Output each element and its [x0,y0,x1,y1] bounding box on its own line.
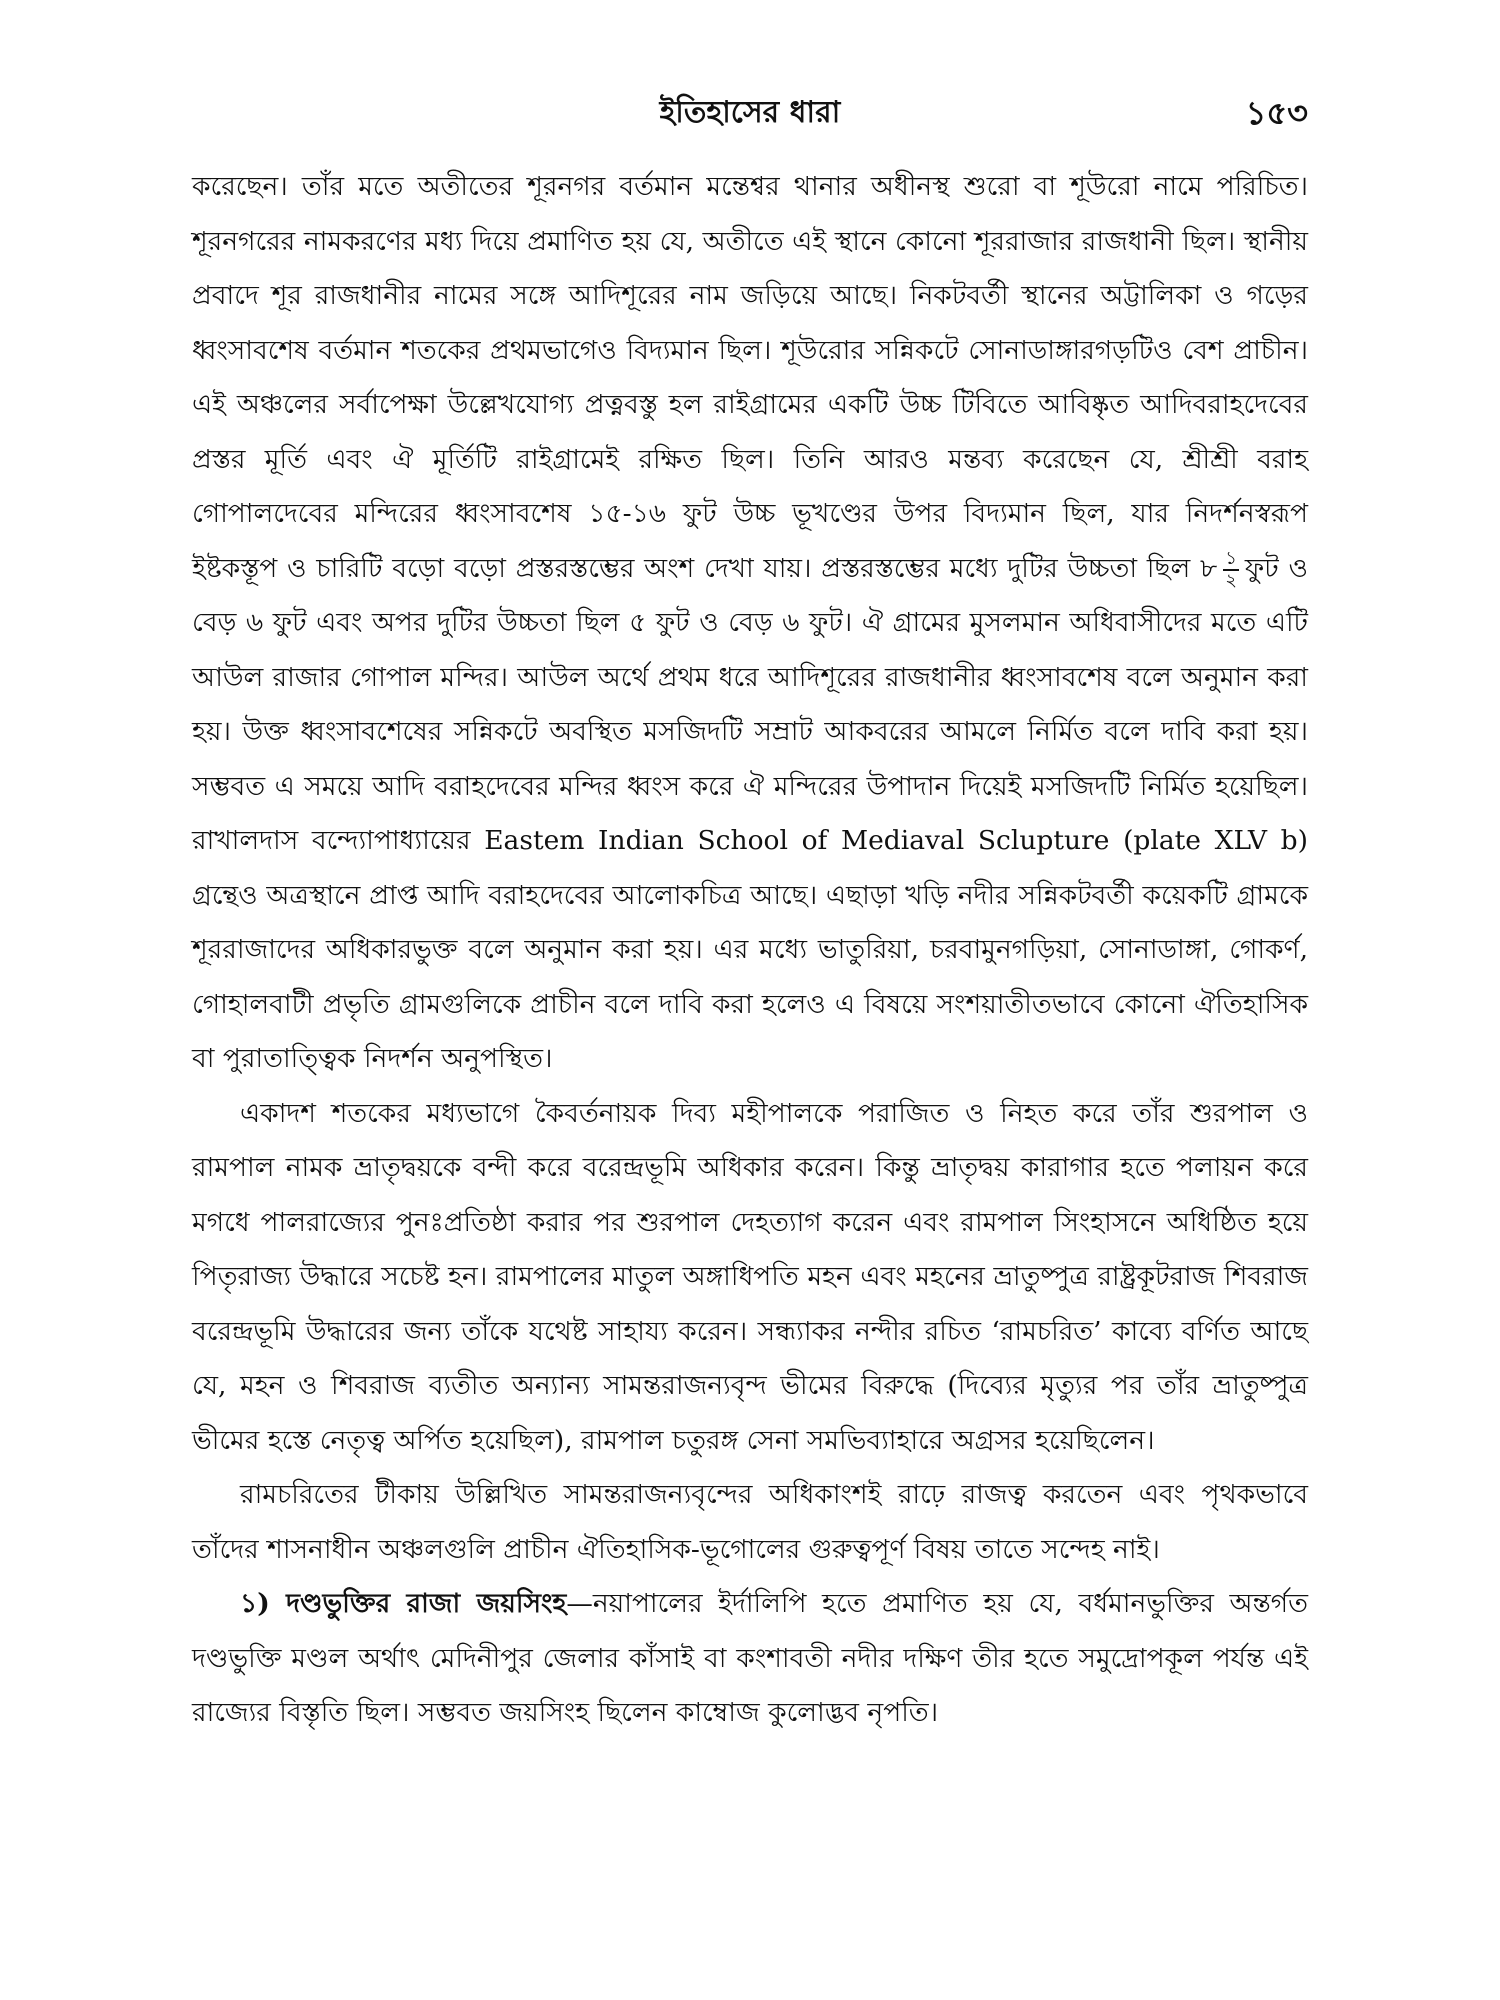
paragraph-1 [192,160,1308,1087]
paragraph-1-text-b: ফুট ও বেড় ৬ ফুট এবং অপর দুটির উচ্চতা ছিল ৫ ফুট ও বেড় ৬ ফুট। ঐ গ্রামের মুসলমান অধিবাসীদের মতে এটি আউল রাজার গোপাল মন্দির। আউল অর্থে প্রথম ধরে আদিশূরের রাজধানীর ধ্বংসাবশেষ বলে অনুমান করা হয়। উক্ত ধ্বংসাবশেষের সন্নিকটে অবস্থিত মসজিদটি সম্রাট আকবরের আমলে নির্মিত বলে দাবি করা হয়। সম্ভবত এ সময়ে আদি বরাহদেবের মন্দির ধ্বংস করে ঐ মন্দিরের উপাদান দিয়েই মসজিদটি নির্মিত হয়েছিল। রাখালদাস বন্দ্যোপাধ্যায়ের Eastem Indian School of Mediaval Sclupture (plate XLV b) গ্রন্থেও অত্রস্থানে প্রাপ্ত আদি বরাহদেবের আলোকচিত্র আছে। এছাড়া খড়ি নদীর সন্নিকটবর্তী কয়েকটি গ্রামকে শূররাজাদের অধিকারভুক্ত বলে অনুমান করা হয়। এর মধ্যে ভাতুরিয়া, চরবামুনগড়িয়া, সোনাডাঙ্গা, গোকর্ণ, গোহালবাটী প্রভৃতি গ্রামগুলিকে প্রাচীন বলে দাবি করা হলেও এ বিষয়ে সংশয়াতীতভাবে কোনো ঐতিহাসিক বা পুরাতাত্ত্বিক নিদর্শন অনুপস্থিত। [192,552,1308,1074]
fraction-denominator: ২ [1225,569,1237,591]
paragraph-2: একাদশ শতকের মধ্যভাগে কৈবর্তনায়ক দিব্য মহীপালকে পরাজিত ও নিহত করে তাঁর শুরপাল ও রামপাল নামক ভ্রাতৃদ্বয়কে বন্দী করে বরেন্দ্রভূমি অধিকার করেন। কিন্তু ভ্রাতৃদ্বয় কারাগার হতে পলায়ন করে মগধে পালরাজ্যের পুনঃপ্রতিষ্ঠা করার পর শুরপাল দেহত্যাগ করেন এবং রামপাল সিংহাসনে অধিষ্ঠিত হয়ে পিতৃরাজ্য উদ্ধারে সচেষ্ট হন। রামপালের মাতুল অঙ্গাধিপতি মহন এবং মহনের ভ্রাতুষ্পুত্র রাষ্ট্রকূটরাজ শিবরাজ বরেন্দ্রভূমি উদ্ধারের জন্য তাঁকে যথেষ্ট সাহায্য করেন। সন্ধ্যাকর নন্দীর রচিত ‘রামচরিত’ কাব্যে বর্ণিত আছে যে, মহন ও শিবরাজ ব্যতীত অন্যান্য সামন্তরাজন্যবৃন্দ ভীমের বিরুদ্ধে (দিব্যের মৃত্যুর পর তাঁর ভ্রাতুষ্পুত্র ভীমের হস্তে নেতৃত্ব অর্পিত হয়েছিল), রামপাল চতুরঙ্গ সেনা সমভিব্যাহারে অগ্রসর হয়েছিলেন। [192,1097,1308,1456]
page-number: ১৫৩ [1245,94,1308,132]
running-title: ইতিহাসের ধারা [659,95,841,130]
page-header [192,88,1308,138]
section-heading-jaysingha: ১) দণ্ডভুক্তির রাজা জয়সিংহ [240,1588,567,1619]
paragraph-4 [192,1577,1308,1741]
paragraph-4-text: —নয়াপালের ইর্দালিপি হতে প্রমাণিত হয় যে, বর্ধমানভুক্তির অন্তর্গত দণ্ডভুক্তি মণ্ডল অর্থাৎ মেদিনীপুর জেলার কাঁসাই বা কংশাবতী নদীর দক্ষিণ তীর হতে সমুদ্রোপকূল পর্যন্ত এই রাজ্যের বিস্তৃতি ছিল। সম্ভবত জয়সিংহ ছিলেন কাম্বোজ কুলোদ্ভব নৃপতি। [192,1588,1308,1728]
paragraph-3: রামচরিতের টীকায় উল্লিখিত সামন্তরাজন্যবৃন্দের অধিকাংশই রাঢ়ে রাজত্ব করতেন এবং পৃথকভাবে তাঁদের শাসনাধীন অঞ্চলগুলি প্রাচীন ঐতিহাসিক-ভূগোলের গুরুত্বপূর্ণ বিষয় তাতে সন্দেহ নাই। [192,1479,1308,1565]
paragraph-1-text-a: করেছেন। তাঁর মতে অতীতের শূরনগর বর্তমান মন্তেশ্বর থানার অধীনস্থ শুরো বা শূউরো নামে পরিচিত। শূরনগরের নামকরণের মধ্য দিয়ে প্রমাণিত হয় যে, অতীতে এই স্থানে কোনো শূররাজার রাজধানী ছিল। স্থানীয় প্রবাদে শূর রাজধানীর নামের সঙ্গে আদিশূরের নাম জড়িয়ে আছে। নিকটবর্তী স্থানের অট্টালিকা ও গড়ের ধ্বংসাবশেষ বর্তমান শতকের প্রথমভাগেও বিদ্যমান ছিল। শূউরোর সন্নিকটে সোনাডাঙ্গারগড়টিও বেশ প্রাচীন। এই অঞ্চলের সর্বাপেক্ষা উল্লেখযোগ্য প্রত্নবস্তু হল রাইগ্রামের একটি উচ্চ টিবিতে আবিষ্কৃত আদিবরাহদেবের প্রস্তর মূর্তি এবং ঐ মূর্তিটি রাইগ্রামেই রক্ষিত ছিল। তিনি আরও মন্তব্য করেছেন যে, শ্রীশ্রী বরাহ গোপালদেবের মন্দিরের ধ্বংসাবশেষ ১৫-১৬ ফুট উচ্চ ভূখণ্ডের উপর বিদ্যমান ছিল, যার নিদর্শনস্বরূপ ইষ্টকস্তূপ ও চারিটি বড়ো বড়ো প্রস্তরস্তম্ভের অংশ দেখা যায়। প্রস্তরস্তম্ভের মধ্যে দুটির উচ্চতা ছিল ৮ [192,171,1308,584]
body-text [192,160,1308,1741]
fraction-half [1223,549,1239,591]
fraction-numerator: ১ [1225,547,1237,569]
